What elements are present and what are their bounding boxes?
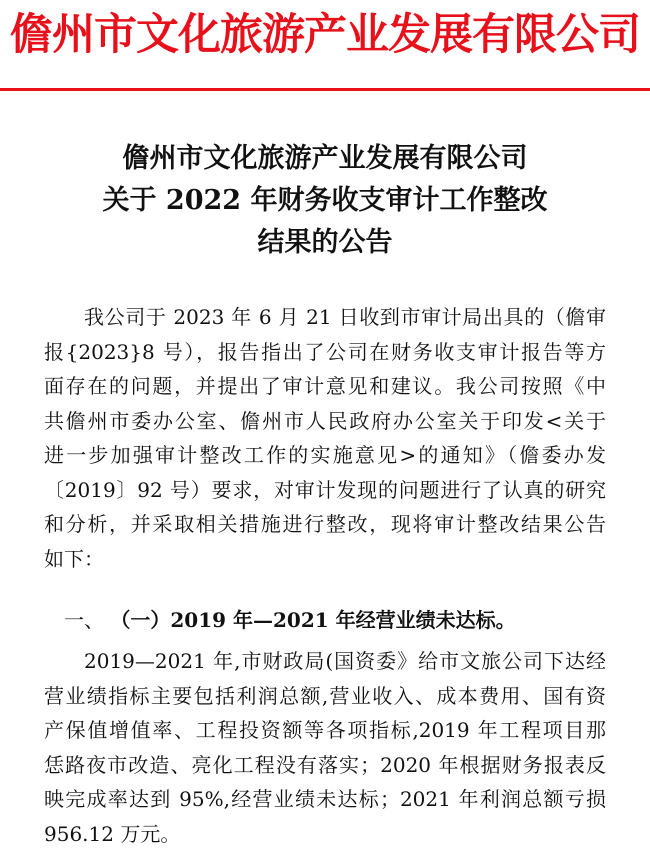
section-heading (44, 603, 606, 638)
section-subtitle: （一）2019 年—2021 年经营业绩未达标。 (110, 608, 516, 632)
title-line-3: 结果的公告 (257, 227, 393, 258)
letterhead-company-name: 儋州市文化旅游产业发展有限公司 (10, 10, 640, 60)
paragraph-line: 共儋州市委办公室、儋州市人民政府办公室关于印发<关于 (44, 408, 606, 433)
paragraph-line: 营业绩指标主要包括利润总额,营业收入、成本费用、国有资 (44, 683, 606, 708)
paragraph-line: 〔2019〕92 号）要求，对审计发现的问题进行了认真的研究 (44, 477, 606, 502)
paragraph-line: 面存在的问题，并提出了审计意见和建议。我公司按照《中 (44, 374, 606, 398)
paragraph-line: 和分析，并采取相关措施进行整改，现将审计整改结果公告 (44, 512, 606, 536)
title-line-1: 儋州市文化旅游产业发展有限公司 (122, 143, 528, 174)
paragraph-line: 如下： (44, 546, 104, 571)
paragraph-line: 956.12 万元。 (44, 821, 181, 846)
paragraph-line: 映完成率达到 95%,经营业绩未达标；2021 年利润总额亏损 (44, 787, 606, 811)
letterhead-red-rule (0, 88, 650, 91)
paragraph-line: 产保值增值率、工程投资额等各项指标,2019 年工程项目那 (44, 718, 606, 742)
document-title (0, 138, 650, 264)
section-number: 一、 (64, 608, 104, 632)
paragraph-line: 报{2023}8 号），报告指出了公司在财务收支审计报告等方 (44, 339, 606, 364)
intro-paragraph (44, 300, 606, 576)
finding-paragraph (44, 644, 606, 851)
paragraph-line: 进一步加强审计整改工作的实施意见>的通知》（儋委办发 (44, 443, 606, 467)
paragraph-line: 2019—2021 年,市财政局(国资委》给市文旅公司下达经 (84, 649, 606, 673)
paragraph-line: 我公司于 2023 年 6 月 21 日收到市审计局出具的（儋审 (84, 305, 606, 329)
paragraph-line: 恁路夜市改造、亮化工程没有落实；2020 年根据财务报表反 (44, 752, 606, 777)
title-line-2: 关于 2022 年财务收支审计工作整改 (102, 185, 548, 216)
